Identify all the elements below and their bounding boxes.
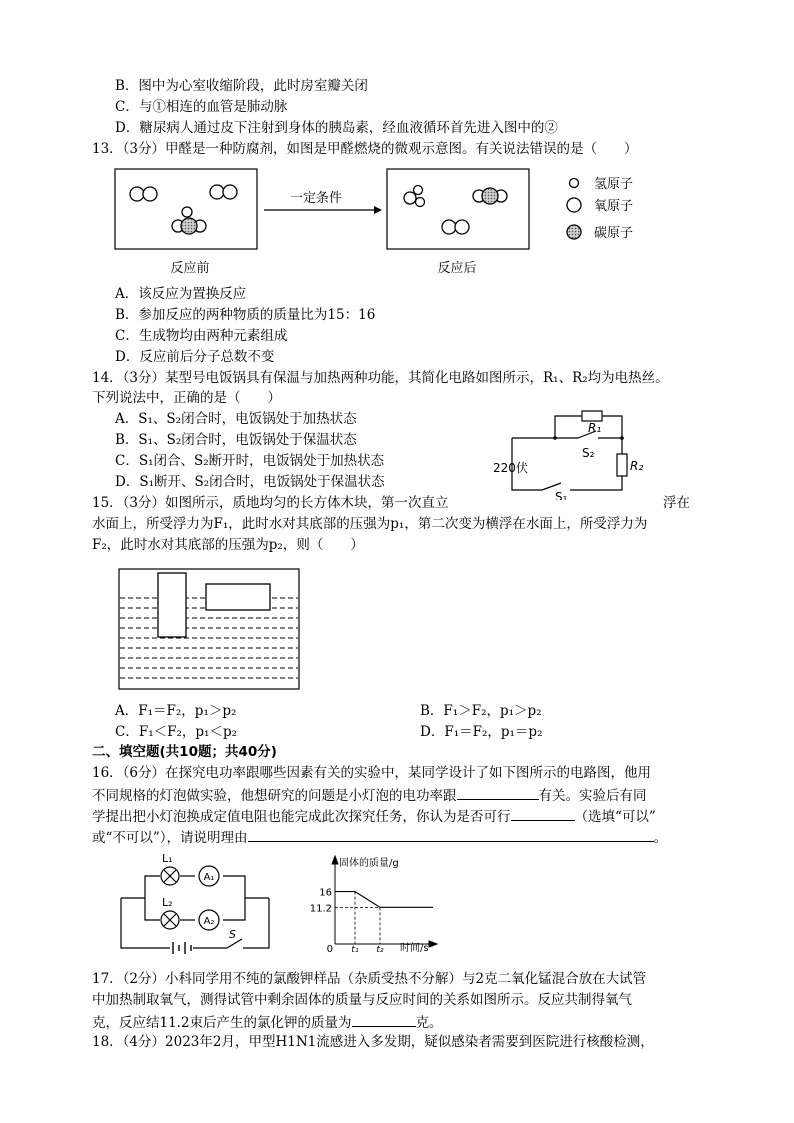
mass-time-graph bbox=[305, 852, 445, 952]
after-label: 反应后 bbox=[437, 261, 477, 276]
legend-hydrogen: 氢原子 bbox=[594, 177, 634, 192]
label-s: S bbox=[229, 928, 236, 941]
q16-line4: 或“不可以”），请说明理由 。 bbox=[92, 827, 667, 847]
q15-option-a: A．F₁＝F₂，p₁＞p₂ bbox=[115, 703, 237, 719]
q15-option-b: B．F₁＞F₂，p₁＞p₂ bbox=[420, 703, 542, 719]
section-heading: 二、填空题(共10题；共40分) bbox=[92, 744, 277, 760]
q13-stem: 13．（3分）甲醛是一种防腐剂，如图是甲醛燃烧的微观示意图。有关说法错误的是（ ） bbox=[92, 141, 638, 157]
q17-blank[interactable] bbox=[352, 1012, 416, 1027]
x-tick-t2: t₂ bbox=[376, 945, 384, 952]
q14-stem-line1: 14．（3分）某型号电饭锅具有保温与加热两种功能，其简化电路如图所示，R₁、R₂均为电热丝。 bbox=[92, 370, 669, 386]
q15-option-d: D．F₁＝F₂，p₁＝p₂ bbox=[420, 724, 543, 740]
q15-stem-line1b: 浮在 bbox=[663, 495, 690, 511]
label-a1: A₁ bbox=[203, 872, 215, 883]
label-r2: R₂ bbox=[630, 459, 644, 473]
before-label: 反应前 bbox=[170, 261, 210, 276]
q13-option-a: A．该反应为置换反应 bbox=[115, 286, 247, 302]
q13-reaction-diagram bbox=[112, 164, 672, 280]
label-s2: S₂ bbox=[582, 446, 595, 460]
q13-option-d: D．反应前后分子总数不变 bbox=[115, 349, 275, 365]
label-a2: A₂ bbox=[203, 916, 215, 927]
label-r1: R₁ bbox=[588, 421, 602, 435]
y-tick-11-2: 11.2 bbox=[309, 903, 332, 915]
q12-option-b: B．图中为心室收缩阶段，此时房室瓣关闭 bbox=[115, 78, 368, 94]
legend-oxygen: 氧原子 bbox=[594, 199, 634, 214]
q13-option-b: B．参加反应的两种物质的质量比为15：16 bbox=[115, 307, 376, 323]
q15-stem-line2: 水面上，所受浮力为F₁，此时水对其底部的压强为p₁，第二次变为横浮在水面上，所受浮力为 bbox=[92, 516, 648, 532]
q14-stem-line2: 下列说法中，正确的是（ ） bbox=[92, 390, 281, 406]
q14-option-b: B．S₁、S₂闭合时，电饭锅处于保温状态 bbox=[115, 432, 357, 448]
q16-line1: 16．（6分）在探究电功率跟哪些因素有关的实验中，某同学设计了如下图所示的电路图，他用 bbox=[92, 765, 652, 781]
q17-line2: 中加热制取氧气，测得试管中剩余固体的质量与反应时间的关系如图所示。反应共制得氧气 bbox=[92, 992, 632, 1008]
q16-circuit-diagram bbox=[115, 848, 275, 958]
label-l1: L₁ bbox=[162, 852, 173, 865]
q15-floating-blocks-figure bbox=[118, 568, 300, 690]
label-s1: S₁ bbox=[555, 490, 568, 500]
before-molecules bbox=[130, 185, 237, 234]
q16-blank-3[interactable] bbox=[248, 827, 654, 842]
mass-series-line bbox=[335, 892, 433, 908]
legend-carbon: 碳原子 bbox=[594, 226, 634, 241]
arrow-label: 一定条件 bbox=[289, 191, 343, 206]
q17-line3: 克，反应结11.2束后产生的氯化钾的质量为 克。 bbox=[92, 1012, 443, 1032]
label-voltage: 220伏 bbox=[493, 461, 528, 475]
q15-stem-line3: F₂，此时水对其底部的压强为p₂，则（ ） bbox=[92, 537, 364, 553]
q18-line1: 18．（4分）2023年2月，甲型H1N1流感进入多发期，疑似感染者需要到医院进行核酸检测， bbox=[92, 1034, 654, 1050]
y-tick-16: 16 bbox=[319, 887, 332, 899]
q15-option-c: C．F₁＜F₂，p₁＜p₂ bbox=[115, 724, 237, 740]
q13-option-c: C．生成物均由两种元素组成 bbox=[115, 328, 288, 344]
q12-option-d: D．糖尿病人通过皮下注射到身体的胰岛素，经血液循环首先进入图中的② bbox=[115, 120, 558, 136]
q17-line1: 17．（2分）小科同学用不纯的氯酸钾样品（杂质受热不分解）与2克二氧化锰混合放在大试管 bbox=[92, 971, 647, 987]
q14-option-d: D．S₁断开、S₂闭合时，电饭锅处于保温状态 bbox=[115, 474, 385, 490]
x-tick-t1: t₁ bbox=[351, 945, 359, 952]
q14-circuit-diagram bbox=[490, 404, 665, 500]
graph-xlabel: 时间/s bbox=[400, 943, 429, 952]
q14-option-a: A．S₁、S₂闭合时，电饭锅处于加热状态 bbox=[115, 411, 357, 427]
q16-line3: 学提出把小灯泡换成定值电阻也能完成此次探究任务，你认为是否可行 （选填“可以” bbox=[92, 806, 656, 826]
q16-line2: 不同规格的灯泡做实验，他想研究的问题是小灯泡的电功率跟 有关。实验后有同 bbox=[92, 785, 647, 805]
q14-option-c: C．S₁闭合、S₂断开时，电饭锅处于加热状态 bbox=[115, 453, 385, 469]
label-l2: L₂ bbox=[162, 896, 173, 909]
q12-option-c: C．与①相连的血管是肺动脉 bbox=[115, 99, 288, 115]
graph-ylabel: 固体的质量/g bbox=[339, 858, 399, 869]
q16-blank-2[interactable] bbox=[511, 806, 575, 821]
q16-blank-1[interactable] bbox=[457, 785, 539, 800]
x-tick-0: 0 bbox=[326, 944, 333, 952]
q15-stem-line1a: 15．（3分）如图所示，质地均匀的长方体木块，第一次直立 bbox=[92, 495, 449, 511]
after-molecules bbox=[404, 186, 507, 235]
